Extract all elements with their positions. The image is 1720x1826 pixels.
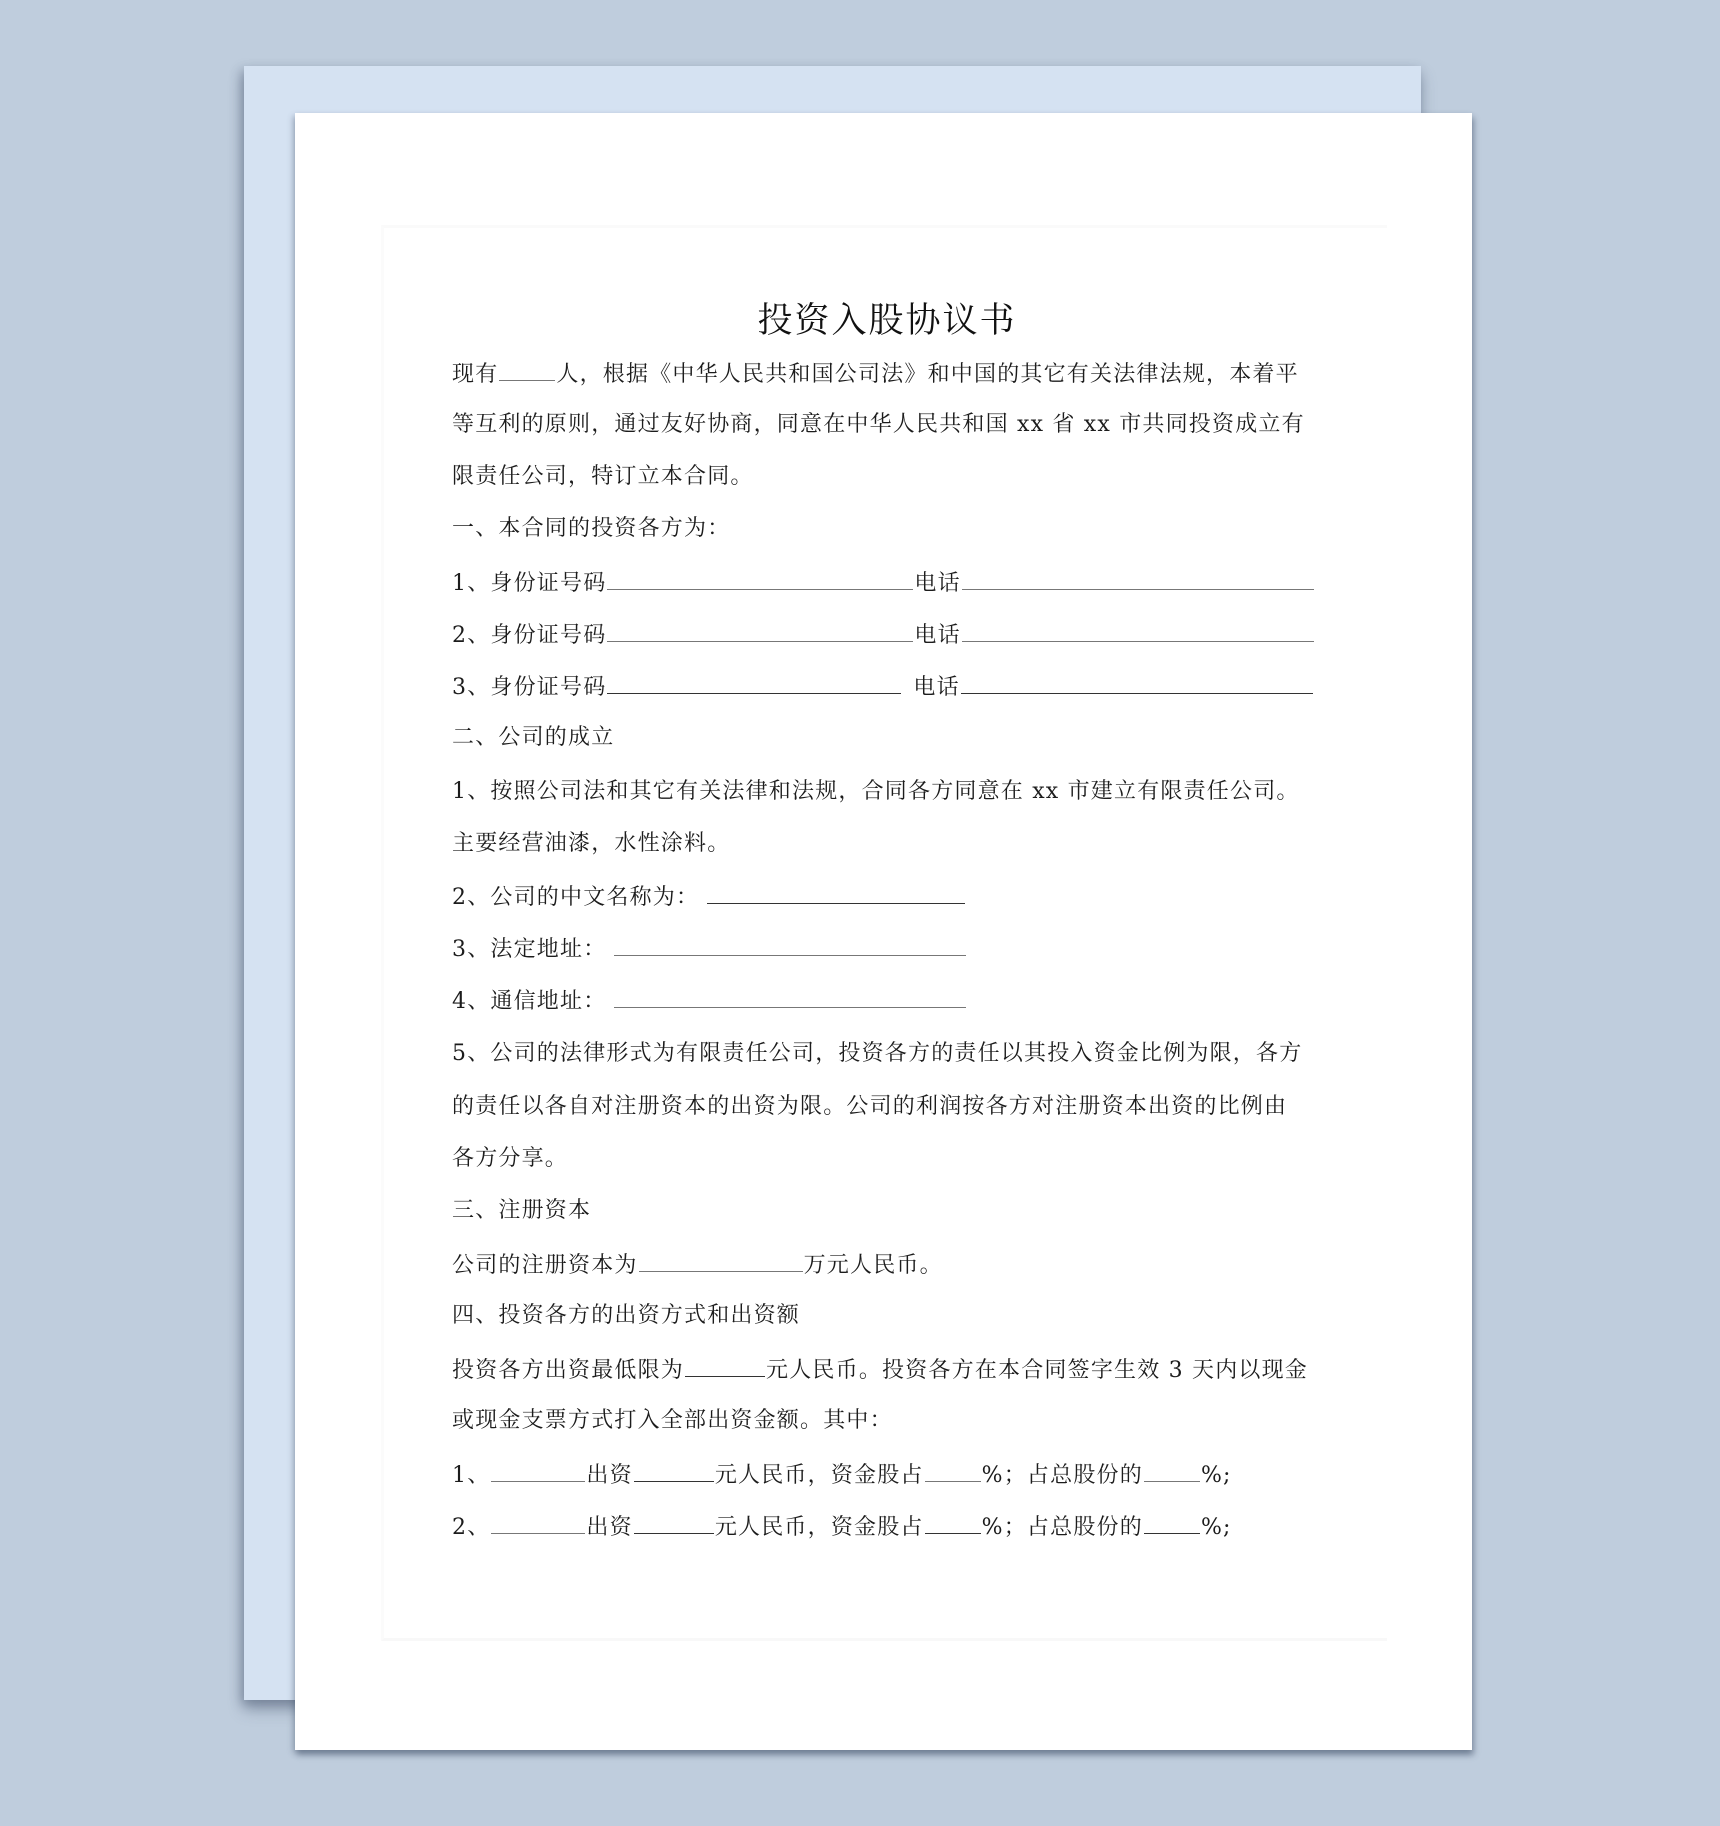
- registered-capital-row: [452, 1249, 943, 1281]
- legal-address-label: 3、法定地址：: [452, 937, 607, 962]
- section-2-item-1-line-2: 主要经营油漆，水性涂料。: [452, 831, 731, 856]
- minimum-investment-field[interactable]: [685, 1354, 765, 1377]
- total-share-label: %；占总股份的: [981, 1515, 1143, 1540]
- investor-number: 1、: [452, 1463, 491, 1488]
- phone-field[interactable]: [962, 619, 1314, 642]
- total-share-percent-field[interactable]: [1144, 1511, 1200, 1534]
- id-number-field[interactable]: [607, 671, 901, 694]
- capital-share-percent-field[interactable]: [925, 1511, 981, 1534]
- company-name-label: 2、公司的中文名称为：: [452, 885, 700, 910]
- id-label: 2、身份证号码: [452, 623, 607, 648]
- investor-number: 2、: [452, 1515, 491, 1540]
- contribution-label: 出资: [586, 1515, 633, 1540]
- phone-field[interactable]: [962, 567, 1314, 590]
- section-2-item-5-line-1: 5、公司的法律形式为有限责任公司，投资各方的责任以其投入资金比例为限，各方: [452, 1041, 1303, 1066]
- intro-line-1: [452, 358, 1299, 390]
- capital-share-label: 元人民币，资金股占: [714, 1515, 924, 1540]
- total-share-label: %；占总股份的: [981, 1463, 1143, 1488]
- intro-line-3: 限责任公司，特订立本合同。: [452, 464, 754, 489]
- minimum-investment-label: 投资各方出资最低限为: [452, 1358, 685, 1383]
- intro-text: 现有: [452, 362, 499, 387]
- percent-suffix: %;: [1200, 1463, 1232, 1488]
- mailing-address-label: 4、通信地址：: [452, 989, 607, 1014]
- investor-name-field[interactable]: [491, 1459, 585, 1482]
- investor-row-1: [452, 1459, 1232, 1491]
- contribution-amount-field[interactable]: [634, 1511, 714, 1534]
- party-row-3: [452, 671, 1314, 703]
- section-2-item-5-line-2: 的责任以各自对注册资本的出资为限。公司的利润按各方对注册资本出资的比例由: [452, 1094, 1288, 1119]
- registered-capital-field[interactable]: [639, 1249, 803, 1272]
- mailing-address-field[interactable]: [614, 985, 966, 1008]
- intro-line-2: 等互利的原则，通过友好协商，同意在中华人民共和国 xx 省 xx 市共同投资成立有: [452, 412, 1305, 437]
- party-row-1: [452, 567, 1315, 599]
- party-row-2: [452, 619, 1315, 651]
- id-label: 1、身份证号码: [452, 571, 607, 596]
- section-2-item-5-line-3: 各方分享。: [452, 1146, 569, 1171]
- capital-share-label: 元人民币，资金股占: [714, 1463, 924, 1488]
- section-4-line-2: 或现金支票方式打入全部出资金额。其中：: [452, 1408, 893, 1433]
- company-name-row: [452, 881, 966, 913]
- phone-label: 电话: [914, 571, 961, 596]
- section-2-item-1-line-1: 1、按照公司法和其它有关法律和法规，合同各方同意在 xx 市建立有限责任公司。: [452, 779, 1300, 804]
- id-label: 3、身份证号码: [452, 675, 607, 700]
- id-number-field[interactable]: [607, 567, 913, 590]
- section-4-heading: 四、投资各方的出资方式和出资额: [452, 1303, 801, 1328]
- id-number-field[interactable]: [607, 619, 913, 642]
- percent-suffix: %;: [1200, 1515, 1232, 1540]
- capital-share-percent-field[interactable]: [925, 1459, 981, 1482]
- section-3-heading: 三、注册资本: [452, 1198, 592, 1223]
- document-title: 投资入股协议书: [757, 301, 1017, 341]
- intro-text: 人，根据《中华人民共和国公司法》和中国的其它有关法律法规，本着平: [556, 362, 1299, 387]
- legal-address-field[interactable]: [614, 933, 966, 956]
- total-share-percent-field[interactable]: [1144, 1459, 1200, 1482]
- phone-label: 电话: [914, 623, 961, 648]
- registered-capital-label: 公司的注册资本为: [452, 1253, 638, 1278]
- contribution-amount-field[interactable]: [634, 1459, 714, 1482]
- section-2-heading: 二、公司的成立: [452, 725, 615, 750]
- section-1-heading: 一、本合同的投资各方为：: [452, 516, 731, 541]
- registered-capital-unit: 万元人民币。: [803, 1253, 943, 1278]
- minimum-investment-row: [452, 1354, 1308, 1386]
- minimum-investment-text: 元人民币。投资各方在本合同签字生效 3 天内以现金: [766, 1358, 1309, 1383]
- phone-field[interactable]: [961, 671, 1313, 694]
- contribution-label: 出资: [586, 1463, 633, 1488]
- legal-address-row: [452, 933, 967, 965]
- phone-label: 电话: [913, 675, 960, 700]
- party-count-blank[interactable]: [499, 358, 555, 381]
- investor-name-field[interactable]: [491, 1511, 585, 1534]
- investor-row-2: [452, 1511, 1232, 1543]
- company-name-field[interactable]: [707, 881, 965, 904]
- mailing-address-row: [452, 985, 967, 1017]
